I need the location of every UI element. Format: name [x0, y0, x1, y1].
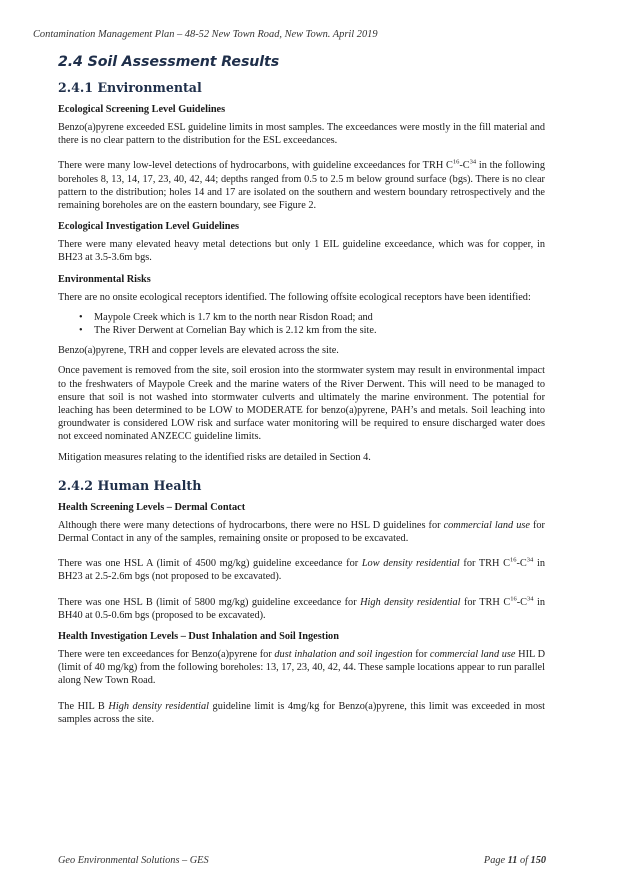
risk-paragraph-3: Once pavement is removed from the site, soil erosion into the stormwater system may result in environmental impact to the freshwaters of Maypole Creek and the marine waters of the River Derwent. This will need to be managed to ensure that soil is not washed into stormwater culverts and ultimately the marine environment. The potential for leaching has been determined to be LOW to MODERATE for benzo(a)pyrene, PAH’s and metals. Soil leaching into groundwater is considered LOW risk and surface water monitoring will be required to ensure discharged water does not exceed nominated ANZECC guideline limits.	[58, 365, 545, 443]
eil-paragraph: There were many elevated heavy metal detections but only 1 EIL guideline exceedance, which was for copper, in BH23 at 3.5-3.6m bgs.	[58, 239, 545, 264]
hil-paragraph-2: The HIL B High density residential guideline limit is 4mg/kg for Benzo(a)pyrene, this limit was exceeded in most samples across the site.	[58, 700, 545, 725]
esl-heading: Ecological Screening Level Guidelines	[58, 104, 226, 115]
subsection-title-environmental: 2.4.1 Environmental	[58, 80, 202, 95]
hsl-heading: Health Screening Levels – Dermal Contact	[58, 501, 246, 513]
footer-company: Geo Environmental Solutions – GES	[58, 855, 209, 866]
hsl-paragraph-2: There was one HSL A (limit of 4500 mg/kg) guideline exceedance for Low density residential for TRH $C^{16}-C^{34}$ in BH23 at 2.5-2.6m bgs (not proposed to be excavated).	[58, 556, 545, 583]
page-footer	[58, 855, 546, 866]
hil-paragraph-1: There were ten exceedances for Benzo(a)pyrene for dust inhalation and soil ingestion for commercial land use HIL D (limit of 40 mg/kg) from the following boreholes: 13, 17, 23, 40, 42, 44. These sample locations appear to run parallel along New Town Road.	[58, 649, 546, 687]
esl-paragraph-2: There were many low-level detections of hydrocarbons, with guideline exceedances for TRH $C^{16}-C^{34}$ in the following boreholes 8, 13, 14, 17, 23, 40, 42, 44; depths ranged from 0.5 to 2.5 m below ground surface (bgs). There is no clear pattern to the distribution; holes 14 and 17 are isolated on the southern and western boundary retrospectively and the remaining boreholes are on the eastern boundary, see Figure 2.	[58, 158, 545, 212]
list-item: • The River Derwent at Cornelian Bay which is 2.12 km from the site.	[94, 324, 545, 337]
subsection-title-human-health: 2.4.2 Human Health	[58, 477, 202, 493]
esl-paragraph-1: Benzo(a)pyrene exceeded ESL guideline limits in most samples. The exceedances were mostly in the fill material and there is no clear pattern to the distribution for the ESL exceedances.	[58, 122, 545, 147]
risk-paragraph-1: There are no onsite ecological receptors identified. The following offsite ecological receptors have been identified:	[58, 291, 531, 303]
eil-heading: Ecological Investigation Level Guidelines	[58, 221, 240, 233]
risk-paragraph-2: Benzo(a)pyrene, TRH and copper levels are elevated across the site.	[58, 345, 339, 357]
running-header: Contamination Management Plan – 48-52 New Town Road, New Town. April 2019	[33, 29, 378, 40]
risk-paragraph-4: Mitigation measures relating to the identified risks are detailed in Section 4.	[58, 451, 371, 463]
list-item: • Maypole Creek which is 1.7 km to the north near Risdon Road; and	[94, 311, 545, 324]
page-number: Page 11 of 150	[483, 855, 546, 866]
section-title: 2.4 Soil Assessment Results	[58, 54, 280, 70]
hsl-paragraph-3: There was one HSL B (limit of 5800 mg/kg) guideline exceedance for High density residential for TRH $C^{16}-C^{34}$ in BH40 at 0.5-0.6m bgs (proposed to be excavated).	[58, 595, 545, 621]
page-content	[58, 50, 545, 733]
hsl-paragraph-1: Although there were many detections of hydrocarbons, there were no HSL D guidelines for commercial land use for Dermal Contact in any of the samples, remaining onsite or proposed to be excavated.	[58, 519, 545, 545]
risk-heading: Environmental Risks	[58, 273, 151, 285]
receptor-list	[58, 311, 545, 337]
hil-heading: Health Investigation Levels – Dust Inhalation and Soil Ingestion	[58, 631, 339, 643]
